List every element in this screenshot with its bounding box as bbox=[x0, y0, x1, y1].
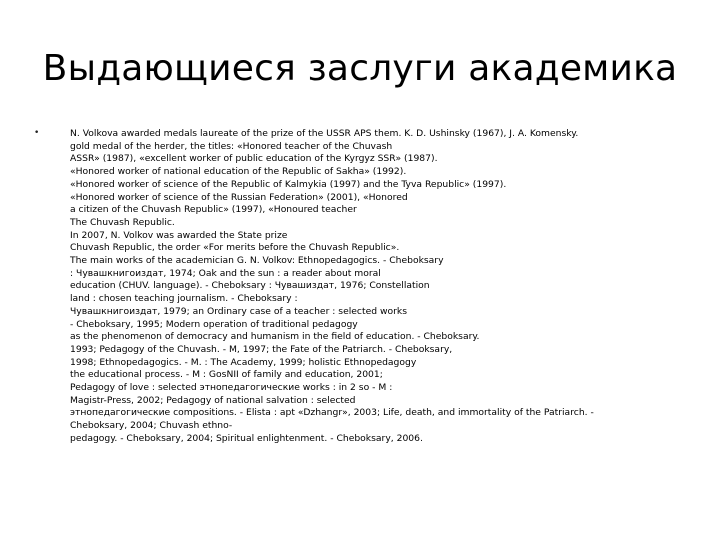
body-line: In 2007, N. Volkov was awarded the State prize bbox=[70, 229, 288, 241]
body-line: «Honored worker of science of the Russian Federation» (2001), «Honored bbox=[70, 191, 408, 203]
body-line: Chuvash Republic, the order «For merits before the Chuvash Republic». bbox=[70, 242, 400, 254]
body-line: ASSR» (1987), «excellent worker of public education of the Kyrgyz SSR» (1987). bbox=[70, 153, 438, 165]
body-line: land : chosen teaching journalism. - Cheboksary : bbox=[70, 293, 298, 305]
body-line: Pedagogy of love : selected этнопедагогические works : in 2 so - M : bbox=[70, 382, 393, 394]
body-line: «Honored worker of science of the Republic of Kalmykia (1997) and the Tyva Republic» (1997). bbox=[70, 178, 507, 190]
body-line: : Чувашкнигоиздат, 1974; Oak and the sun : a reader about moral bbox=[70, 267, 381, 279]
body-line: Чувашкнигоиздат, 1979; an Ordinary case of a teacher : selected works bbox=[70, 305, 407, 317]
bullet-point: • bbox=[34, 128, 40, 138]
body-line: the educational process. - M : GosNII of family and education, 2001; bbox=[70, 369, 383, 381]
body-line: as the phenomenon of democracy and humanism in the field of education. - Cheboksary. bbox=[70, 331, 480, 343]
body-line: 1993; Pedagogy of the Chuvash. - M, 1997; the Fate of the Patriarch. - Cheboksary, bbox=[70, 343, 453, 355]
slide-title: Выдающиеся заслуги академика bbox=[42, 48, 678, 89]
body-line: этнопедагогические compositions. - Elista : apt «Dzhangr», 2003; Life, death, and immortality of the Patriarch. - bbox=[70, 407, 594, 419]
body-line: The Chuvash Republic. bbox=[70, 216, 175, 228]
body-text bbox=[70, 128, 680, 446]
body-line: - Cheboksary, 1995; Modern operation of traditional pedagogy bbox=[70, 318, 358, 330]
body-line: pedagogy. - Cheboksary, 2004; Spiritual enlightenment. - Cheboksary, 2006. bbox=[70, 432, 423, 444]
body-line: 1998; Ethnopedagogics. - M. : The Academy, 1999; holistic Ethnopedagogy bbox=[70, 356, 417, 368]
body-line: The main works of the academician G. N. Volkov: Ethnopedagogics. - Cheboksary bbox=[70, 255, 444, 267]
body-line: N. Volkova awarded medals laureate of the prize of the USSR APS them. K. D. Ushinsky (1967), J. A. Komensky. bbox=[70, 128, 579, 139]
body-line: gold medal of the herder, the titles: «Honored teacher of the Chuvash bbox=[70, 140, 393, 152]
body-line: «Honored worker of national education of the Republic of Sakha» (1992). bbox=[70, 166, 407, 178]
body-line: Cheboksary, 2004; Chuvash ethno- bbox=[70, 420, 233, 432]
body-line: Magistr-Press, 2002; Pedagogy of national salvation : selected bbox=[70, 394, 356, 406]
body-line: a citizen of the Chuvash Republic» (1997), «Honoured teacher bbox=[70, 204, 357, 216]
body-line: education (CHUV. language). - Cheboksary : Чувашиздат, 1976; Constellation bbox=[70, 280, 430, 292]
